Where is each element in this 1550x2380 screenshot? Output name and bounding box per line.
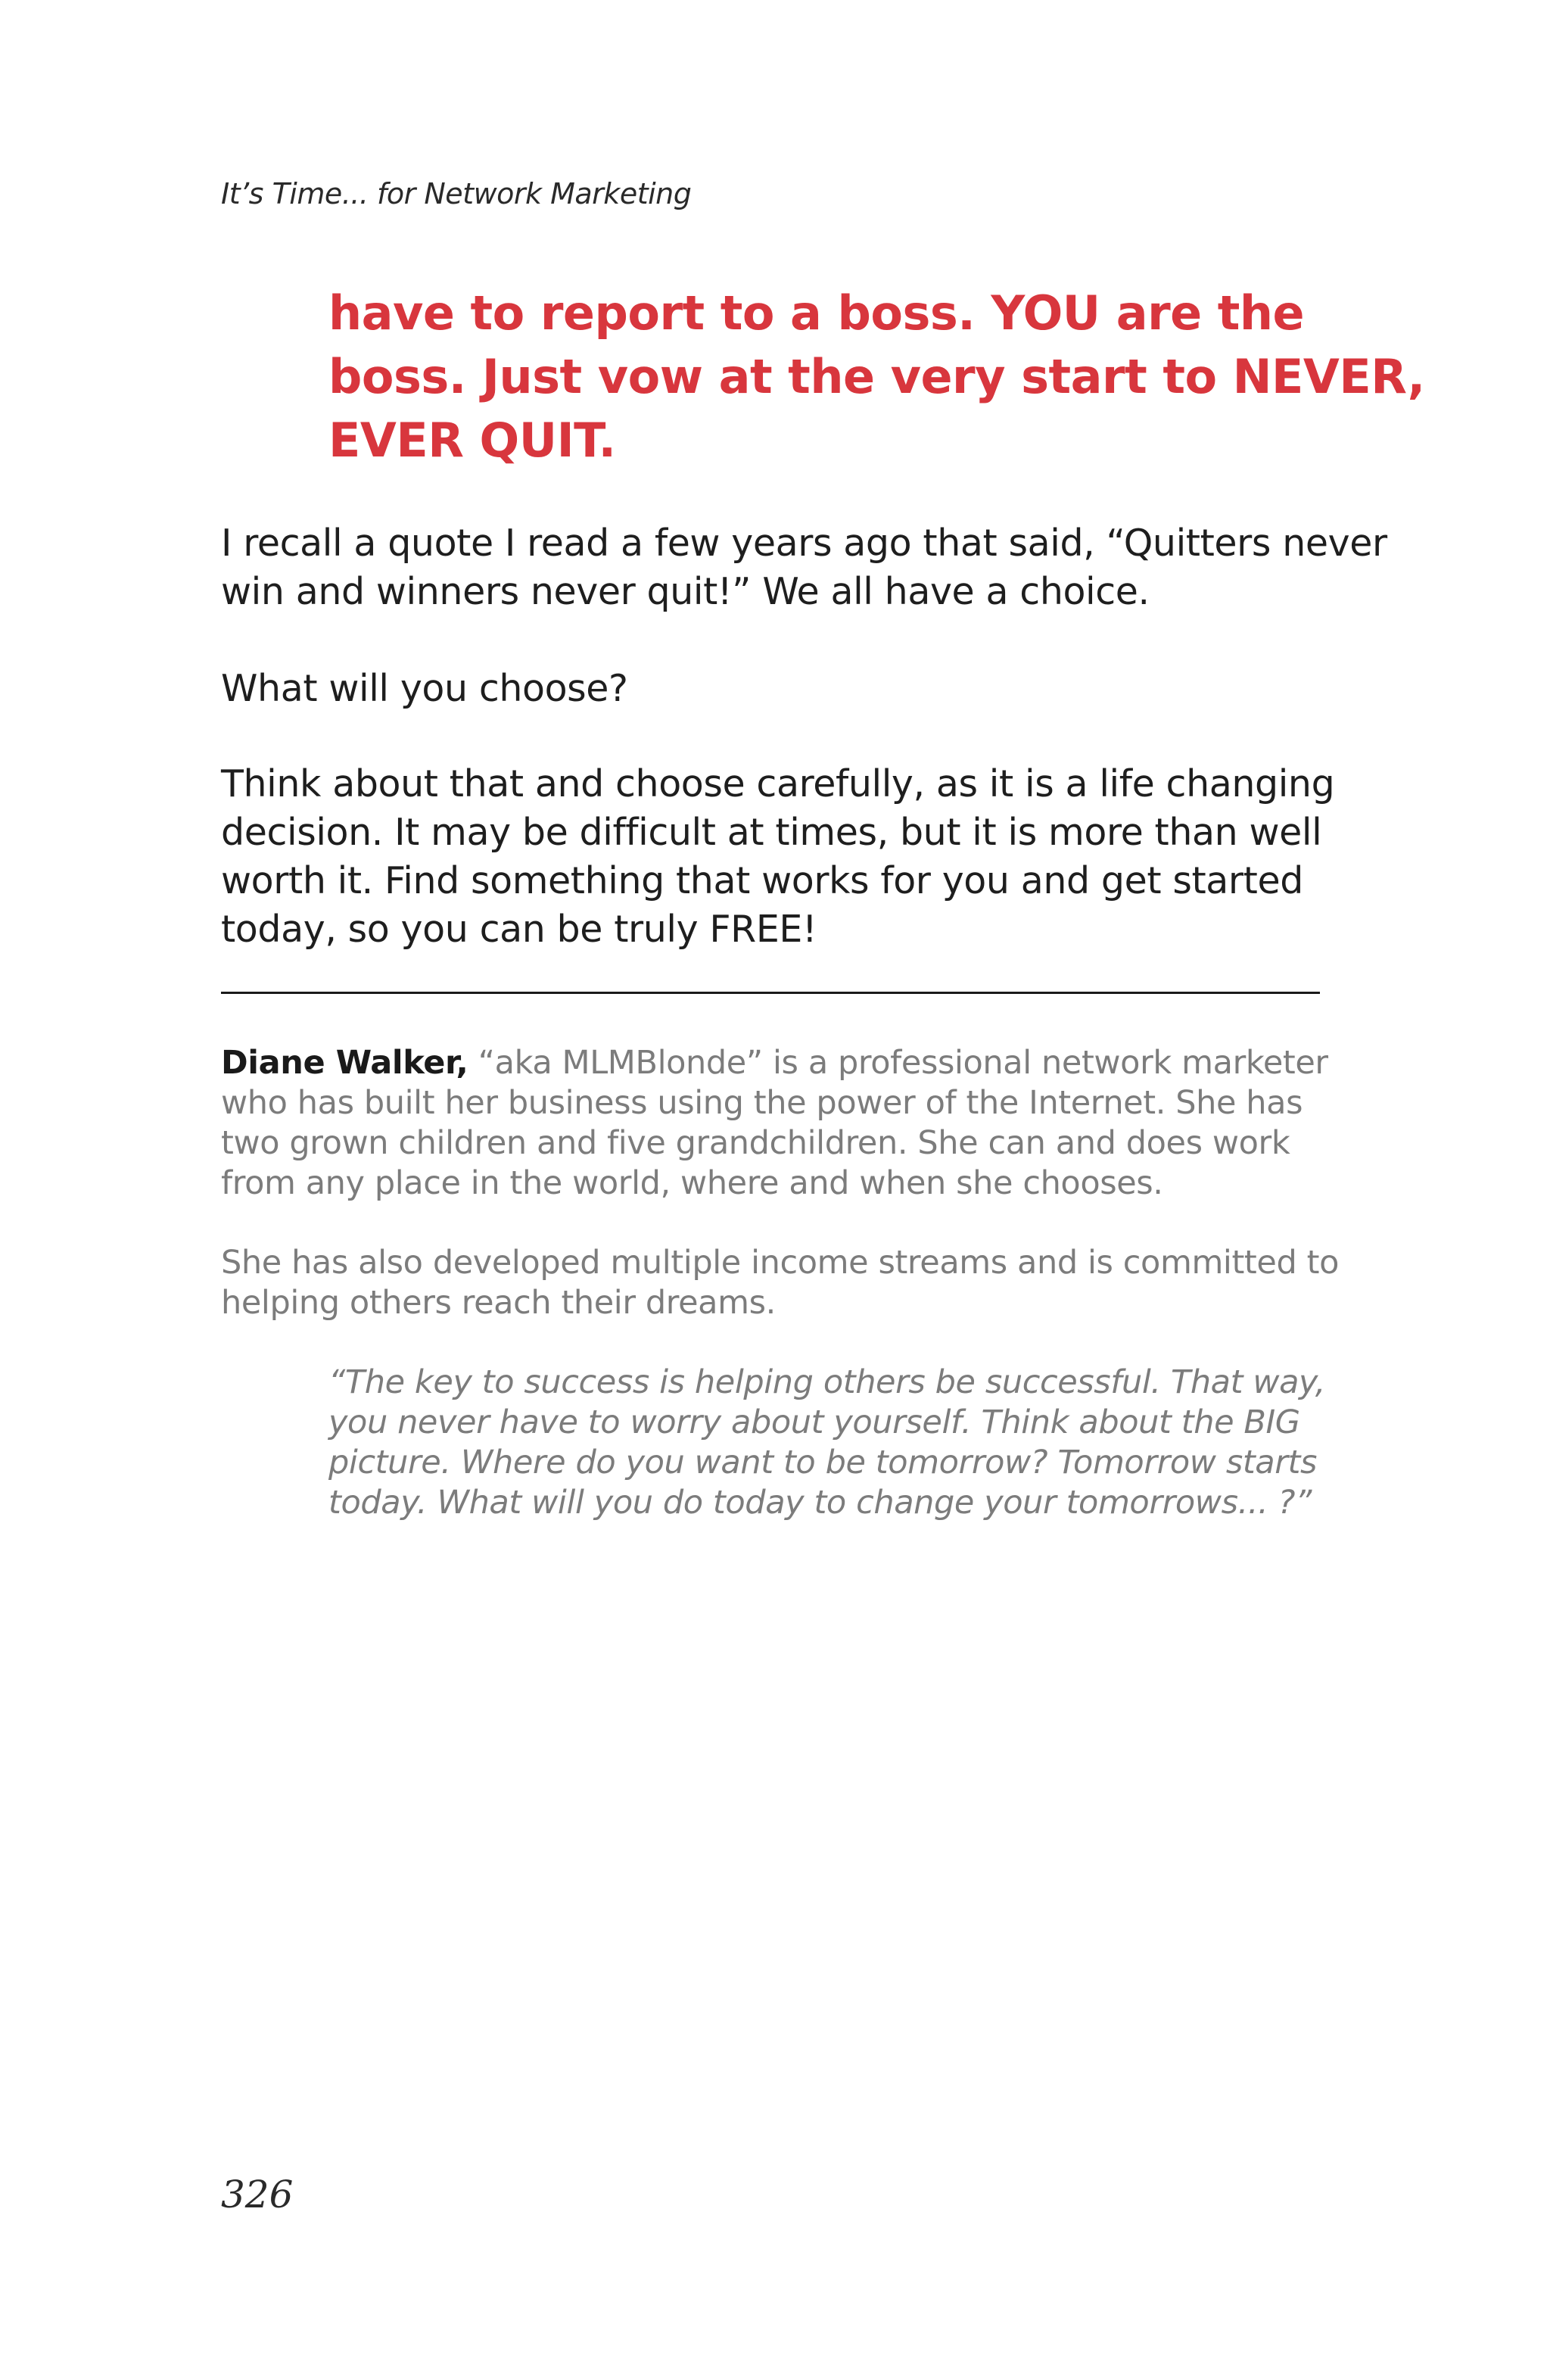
author-quote xyxy=(328,1363,1335,1523)
body-line: today, so you can be truly FREE! xyxy=(221,908,817,951)
author-quote-line: picture. Where do you want to be tomorrow? Tomorrow starts xyxy=(328,1444,1317,1481)
body-line: win and winners never quit!” We all have a choice. xyxy=(221,570,1150,613)
bio-line xyxy=(221,1043,1326,1083)
body-line: I recall a quote I read a few years ago that said, “Quitters never xyxy=(221,522,1387,565)
page-number: 326 xyxy=(221,2173,294,2216)
bio-line: two grown children and five grandchildren. She can and does work xyxy=(221,1124,1290,1162)
bio-line-text: “aka MLMBlonde” is a professional network marketer xyxy=(468,1044,1328,1082)
bio-line: from any place in the world, where and when she chooses. xyxy=(221,1164,1163,1202)
author-bio-paragraph-1 xyxy=(221,1043,1326,1204)
body-paragraph-2 xyxy=(221,665,1334,713)
body-paragraph-3 xyxy=(221,760,1334,954)
bio-line: who has built her business using the power of the Internet. She has xyxy=(221,1084,1303,1122)
bio-line: helping others reach their dreams. xyxy=(221,1284,776,1322)
body-line: Think about that and choose carefully, as it is a life changing xyxy=(221,762,1335,805)
author-name: Diane Walker, xyxy=(221,1044,468,1082)
body-line: What will you choose? xyxy=(221,667,628,710)
running-head: It’s Time... for Network Marketing xyxy=(221,177,692,210)
body-paragraph-1 xyxy=(221,519,1387,616)
author-quote-line: today. What will you do today to change your tomorrows... ?” xyxy=(328,1484,1312,1522)
author-bio-paragraph-2 xyxy=(221,1243,1339,1323)
pull-quote-line: boss. Just vow at the very start to NEVER, xyxy=(328,349,1425,404)
author-quote-line: you never have to worry about yourself. Think about the BIG xyxy=(328,1403,1300,1441)
pull-quote-line: EVER QUIT. xyxy=(328,413,616,468)
bio-line: She has also developed multiple income streams and is committed to xyxy=(221,1244,1339,1282)
section-divider xyxy=(221,992,1320,994)
author-quote-line: “The key to success is helping others be successful. That way, xyxy=(328,1363,1326,1401)
pull-quote-line: have to report to a boss. YOU are the xyxy=(328,285,1305,341)
body-line: worth it. Find something that works for you and get started xyxy=(221,859,1303,902)
pull-quote xyxy=(328,282,1425,472)
body-line: decision. It may be difficult at times, but it is more than well xyxy=(221,811,1322,854)
